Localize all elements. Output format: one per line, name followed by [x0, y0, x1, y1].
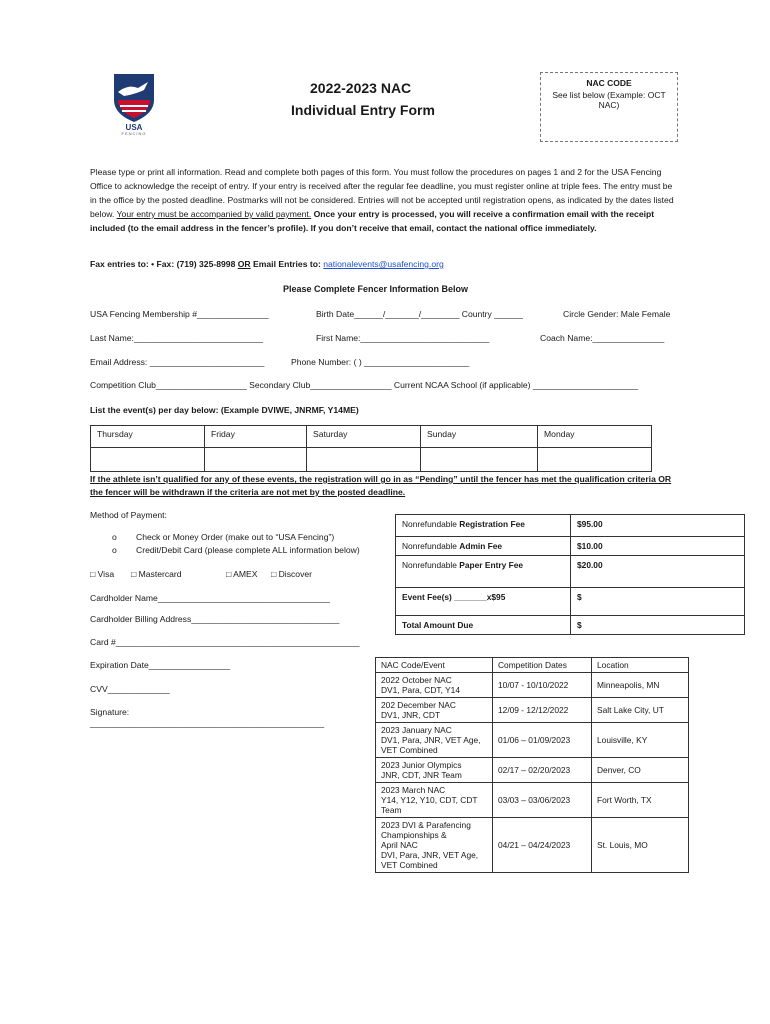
payment-option-check-label: Check or Money Order (make out to “USA Fencing”): [136, 532, 335, 542]
email-field[interactable]: Email Address: ________________________: [90, 357, 265, 367]
first-name-field[interactable]: First Name:___________________________: [316, 333, 490, 343]
qualification-warning: If the athlete isn’t qualified for any of these events, the registration will go in as “Pending” until the fencer has met the qualification criteria OR the fencer will be withdrawn if the criteria are not met by the posted deadline.: [90, 474, 672, 497]
schedule-header-location: Location: [592, 658, 689, 673]
card-mastercard-checkbox[interactable]: □ Mastercard: [131, 569, 182, 579]
events-label: List the event(s) per day below: (Example DVIWE, JNRMF, Y14ME): [90, 405, 359, 415]
nac-code-box[interactable]: [540, 72, 678, 142]
payment-option-check[interactable]: [112, 532, 335, 542]
form-title: 2022-2023 NAC: [310, 80, 412, 96]
gender-field[interactable]: Circle Gender: Male Female: [563, 309, 671, 319]
shield-icon: [108, 70, 160, 134]
schedule-dates: 10/07 - 10/10/2022: [493, 673, 592, 698]
svg-text:USA: USA: [125, 123, 143, 132]
fee-label-event[interactable]: Event Fee(s) _______x$95: [396, 588, 571, 616]
card-number-field[interactable]: Card #___________________________________________________: [90, 637, 360, 647]
fee-amount-admin: $10.00: [571, 537, 745, 556]
table-row: [376, 818, 689, 873]
fee-label-admin: Nonrefundable Admin Fee: [396, 537, 571, 556]
card-visa-checkbox[interactable]: □ Visa: [90, 569, 115, 579]
section-heading: Please Complete Fencer Information Below: [283, 284, 469, 294]
day-friday: Friday: [205, 426, 307, 448]
fee-label-paper: Nonrefundable Paper Entry Fee: [396, 556, 571, 588]
nac-code-hint: See list below (Example: OCT NAC): [552, 90, 666, 110]
event-input-thursday[interactable]: [91, 448, 205, 472]
coach-name-field[interactable]: Coach Name:_______________: [540, 333, 665, 343]
schedule-header-dates: Competition Dates: [493, 658, 592, 673]
billing-address-field[interactable]: Cardholder Billing Address_______________________________: [90, 614, 340, 624]
schedule-event: 2023 January NAC DV1, Para, JNR, VET Age, VET Combined: [376, 723, 493, 758]
fee-amount-registration: $95.00: [571, 515, 745, 537]
schedule-event: 2023 DVI & Parafencing Championships & April NAC DVI, Para, JNR, VET Age, VET Combined: [376, 818, 493, 873]
cvv-field[interactable]: CVV_____________: [90, 684, 170, 694]
schedule-location: Fort Worth, TX: [592, 783, 689, 818]
bullet-icon: o: [112, 532, 117, 542]
schedule-dates: 02/17 – 02/20/2023: [493, 758, 592, 783]
intro-payment-note: Your entry must be accompanied by valid payment.: [116, 209, 312, 219]
fee-amount-paper: $20.00: [571, 556, 745, 588]
bullet-icon: o: [112, 545, 117, 555]
fax-line: [90, 259, 444, 269]
fee-amount-total[interactable]: $: [571, 616, 745, 635]
table-row: [376, 698, 689, 723]
intro-paragraph: [90, 165, 680, 235]
birth-date-field[interactable]: Birth Date______/_______/________ Country ______: [316, 309, 523, 319]
schedule-location: Louisville, KY: [592, 723, 689, 758]
fax-prefix: Fax entries to: • Fax: (719) 325-8998: [90, 259, 238, 269]
fax-mid: Email Entries to:: [250, 259, 324, 269]
phone-field[interactable]: Phone Number: ( ) ______________________: [291, 357, 470, 367]
event-input-saturday[interactable]: [307, 448, 421, 472]
club-fields[interactable]: Competition Club___________________ Secondary Club_________________ Current NCAA School (if applicable) ______________________: [90, 380, 639, 390]
schedule-event: 2023 Junior Olympics JNR, CDT, JNR Team: [376, 758, 493, 783]
payment-option-card-label: Credit/Debit Card (please complete ALL information below): [136, 545, 360, 555]
cardholder-name-field[interactable]: Cardholder Name____________________________________: [90, 593, 330, 603]
schedule-header-event: NAC Code/Event: [376, 658, 493, 673]
schedule-dates: 04/21 – 04/24/2023: [493, 818, 592, 873]
payment-option-card[interactable]: [112, 545, 360, 555]
form-subtitle: Individual Entry Form: [291, 102, 435, 118]
email-link[interactable]: nationalevents@usafencing.org: [323, 259, 444, 269]
schedule-dates: 01/06 – 01/09/2023: [493, 723, 592, 758]
schedule-location: Minneapolis, MN: [592, 673, 689, 698]
schedule-event: 2022 October NAC DV1, Para, CDT, Y14: [376, 673, 493, 698]
intro-confirmation-note: Once your entry is processed, you will receive a confirmation email with the receipt included (to the email address in the fencer’s profile). If you don’t receive that email, contact the national office immediately.: [90, 209, 655, 233]
signature-label: Signature:: [90, 707, 130, 717]
schedule-dates: 12/09 - 12/12/2022: [493, 698, 592, 723]
signature-field[interactable]: _________________________________________________: [90, 718, 325, 728]
event-input-sunday[interactable]: [421, 448, 538, 472]
day-sunday: Sunday: [421, 426, 538, 448]
card-discover-checkbox[interactable]: □ Discover: [271, 569, 313, 579]
card-amex-checkbox[interactable]: □ AMEX: [226, 569, 258, 579]
table-row: [376, 723, 689, 758]
fee-label-registration: Nonrefundable Registration Fee: [396, 515, 571, 537]
nac-code-heading: NAC CODE: [586, 78, 632, 88]
event-input-friday[interactable]: [205, 448, 307, 472]
intro-text: Please type or print all information. Read and complete both pages of this form. You must follow the procedures on pages 1 and 2 for the USA Fencing Office to acknowledge the receipt of entry. If your entry is received after the regular fee deadline, you must register online at triple fees. The entry must be in the office by the posted deadline. Postmarks will not be considered. Entries will not be accepted until registration opens, as indicated by the dates listed below.: [90, 167, 674, 219]
event-input-monday[interactable]: [538, 448, 652, 472]
schedule-table: [375, 657, 689, 873]
schedule-location: St. Louis, MO: [592, 818, 689, 873]
schedule-location: Denver, CO: [592, 758, 689, 783]
fax-or: OR: [237, 259, 251, 269]
payment-label: Method of Payment:: [90, 510, 167, 520]
events-table: [90, 425, 652, 472]
day-monday: Monday: [538, 426, 652, 448]
day-saturday: Saturday: [307, 426, 421, 448]
schedule-dates: 03/03 – 03/06/2023: [493, 783, 592, 818]
usa-fencing-logo: [108, 70, 160, 134]
logo-subtitle: FENCING: [121, 131, 147, 136]
fee-amount-event[interactable]: $: [571, 588, 745, 616]
table-row: [376, 758, 689, 783]
table-row: [376, 783, 689, 818]
schedule-event: 202 December NAC DV1, JNR, CDT: [376, 698, 493, 723]
membership-field[interactable]: USA Fencing Membership #_______________: [90, 309, 269, 319]
expiration-field[interactable]: Expiration Date_________________: [90, 660, 231, 670]
last-name-field[interactable]: Last Name:___________________________: [90, 333, 263, 343]
table-row: [376, 673, 689, 698]
day-thursday: Thursday: [91, 426, 205, 448]
fees-table: [395, 514, 745, 635]
schedule-location: Salt Lake City, UT: [592, 698, 689, 723]
schedule-event: 2023 March NAC Y14, Y12, Y10, CDT, CDT Team: [376, 783, 493, 818]
fee-label-total: Total Amount Due: [396, 616, 571, 635]
